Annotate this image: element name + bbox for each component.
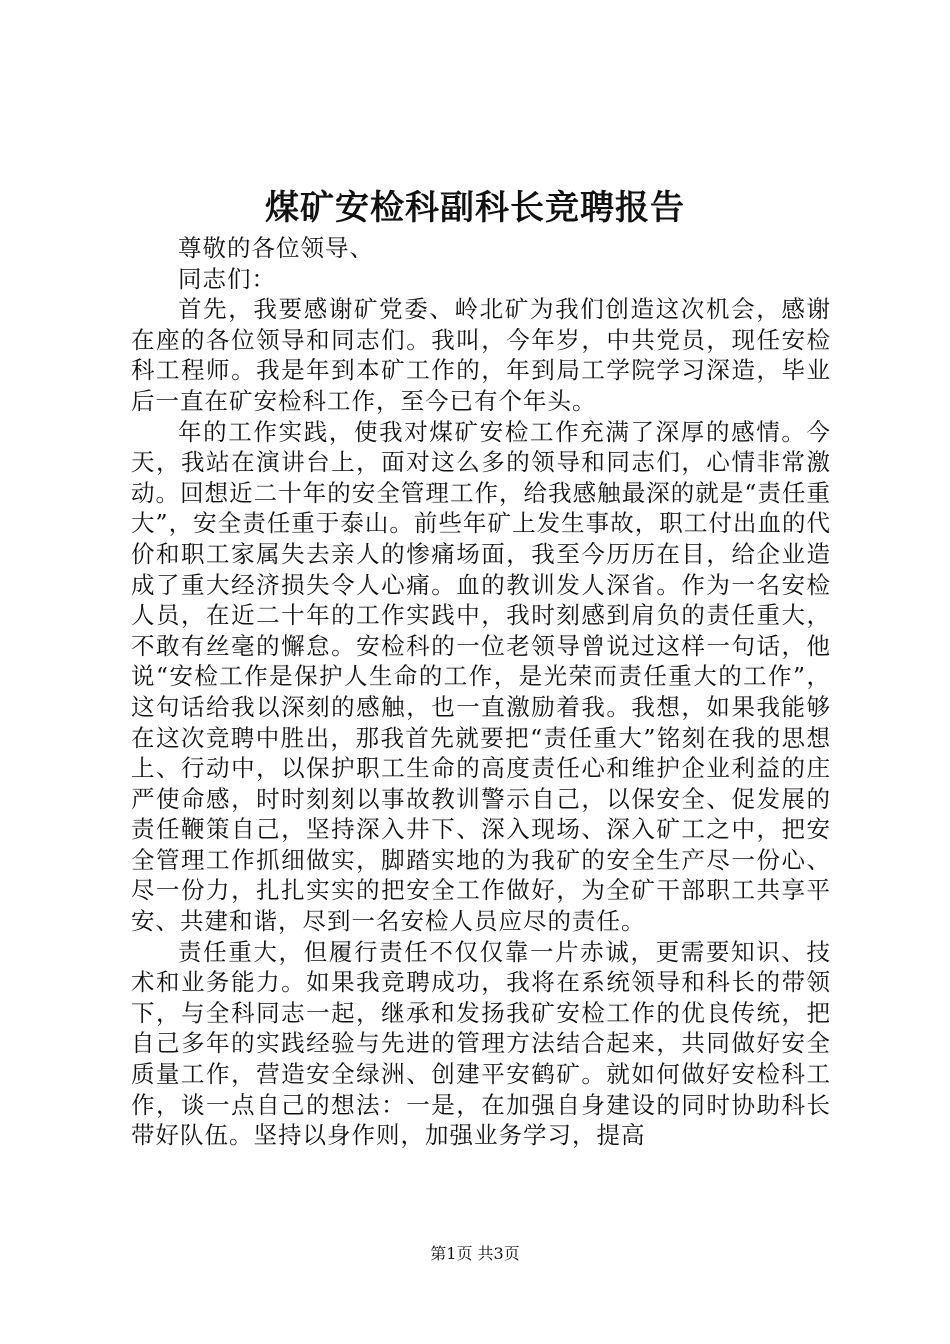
paragraph-responsibility: 年的工作实践，使我对煤矿安检工作充满了深厚的感情。今天，我站在演讲台上，面对这么多的领导和同志们，心情非常激动。回想近二十年的安全管理工作，给我感触最深的就是“责任重大”，安全责任重于泰山。前些年矿上发生事故，职工付出血的代价和职工家属失去亲人的惨痛场面，我至今历历在目，给企业造成了重大经济损失令人心痛。血的教训发人深省。作为一名安检人员，在近二十年的工作实践中，我时刻感到肩负的责任重大，不敢有丝毫的懈怠。安检科的一位老领导曾说过这样一句话，他说“安检工作是保护人生命的工作，是光荣而责任重大的工作”，这句话给我以深刻的感触，也一直激励着我。我想，如果我能够在这次竞聘中胜出，那我首先就要把“责任重大”铭刻在我的思想上、行动中，以保护职工生命的高度责任心和维护企业利益的庄严使命感，时时刻刻以事故教训警示自己，以保安全、促发展的责任鞭策自己，坚持深入井下、深入现场、深入矿工之中，把安全管理工作抓细做实，脚踏实地的为我矿的安全生产尽一份心、尽一份力，扎扎实实的把安全工作做好，为全矿干部职工共享平安、共建和谐，尽到一名安检人员应尽的责任。: [131, 417, 831, 936]
page-footer: 第1页 共3页: [430, 1244, 520, 1263]
document-body: [131, 233, 831, 1151]
paragraph-plan: 责任重大，但履行责任不仅仅靠一片赤诚，更需要知识、技术和业务能力。如果我竞聘成功，我将在系统领导和科长的带领下，与全科同志一起，继承和发扬我矿安检工作的优良传统，把自己多年的实践经验与先进的管理方法结合起来，共同做好安全质量工作，营造安全绿洲、创建平安鹤矿。就如何做好安检科工作，谈一点自己的想法：一是，在加强自身建设的同时协助科长带好队伍。坚持以身作则，加强业务学习，提高: [131, 937, 831, 1150]
salutation-line-1: 尊敬的各位领导、: [178, 234, 374, 262]
paragraph-intro: 首先，我要感谢矿党委、岭北矿为我们创造这次机会，感谢在座的各位领导和同志们。我叫，今年岁，中共党员，现任安检科工程师。我是年到本矿工作的，年到局工学院学习深造，毕业后一直在矿安检科工作，至今已有个年头。: [131, 295, 831, 415]
salutation-line-2: 同志们：: [178, 264, 276, 293]
document-title: 煤矿安检科副科长竞聘报告: [265, 188, 685, 228]
